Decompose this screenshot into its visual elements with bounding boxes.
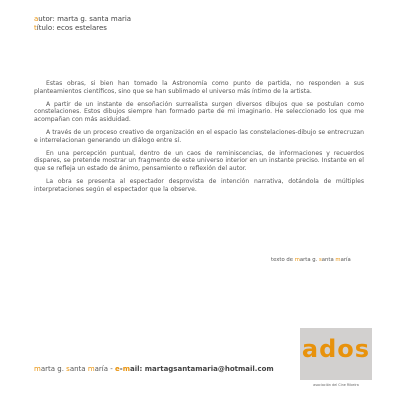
author-text: utor: marta g. santa maria (38, 15, 132, 23)
text-credit (271, 257, 351, 263)
logo-wordmark: ados (301, 335, 371, 363)
credit-text: aría (340, 257, 351, 263)
document-header (34, 15, 131, 33)
logo-tagline: asociación del Cine Ribeira (313, 383, 359, 387)
paragraph: A partir de un instante de ensoñación surrealista surgen diversos dibujos que se postulan como constelaciones. Estos dibujos siempre han formado parte de mi imaginario. He seleccionado los que me acompañan con más asiduidad. (34, 100, 364, 123)
ados-logo (300, 328, 372, 380)
footer-contact (34, 365, 274, 373)
title-initial: t (34, 24, 37, 32)
footer-text: arta g. (40, 365, 67, 373)
paragraph: Estas obras, si bien han tomado la Astronomía como punto de partida, no responden a sus planteamientos científicos, sino que se han sublimado el universo más íntimo de la artista. (34, 80, 364, 95)
paragraph: En una percepción puntual, dentro de un caos de reminiscencias, de informaciones y recuerdos dispares, se pretende mostrar un fragmento de este universo interior en un instante preciso. Instante en el que se refleja un estado de ánimo, pensamiento o reflexión del autor. (34, 149, 364, 172)
author-initial: a (34, 15, 39, 23)
footer-letter: s (66, 365, 70, 373)
email-label-letter: m (122, 365, 130, 373)
body-text (34, 80, 364, 199)
footer-separator: - (108, 365, 116, 373)
footer-letter: m (34, 365, 41, 373)
credit-letter: m (335, 257, 341, 263)
footer-letter: m (87, 365, 95, 373)
credit-text: arta g. (299, 257, 320, 263)
email-label (115, 365, 145, 373)
credit-text: anta (321, 257, 336, 263)
credit-prefix: texto de (271, 257, 295, 263)
credit-letter: s (319, 257, 322, 263)
email-label-letter: e (115, 365, 120, 373)
footer-text: aría (94, 365, 109, 373)
email-address[interactable]: martagsantamaria@hotmail.com (144, 365, 274, 373)
author-line (34, 15, 131, 24)
paragraph: A través de un proceso creativo de organización en el espacio las constelaciones-dibujo se entrecruzan e interrelacionan generando un diálogo entre sí. (34, 128, 364, 144)
email-label-text: ail: (129, 365, 145, 373)
title-text: ítulo: ecos estelares (36, 24, 107, 32)
paragraph: La obra se presenta al espectador desprovista de intención narrativa, dotándola de múltiples interpretaciones según el espectador que la observe. (34, 177, 364, 193)
email-label-text: - (119, 365, 123, 373)
credit-letter: m (294, 257, 300, 263)
title-line (34, 24, 131, 33)
footer-text: anta (69, 365, 88, 373)
